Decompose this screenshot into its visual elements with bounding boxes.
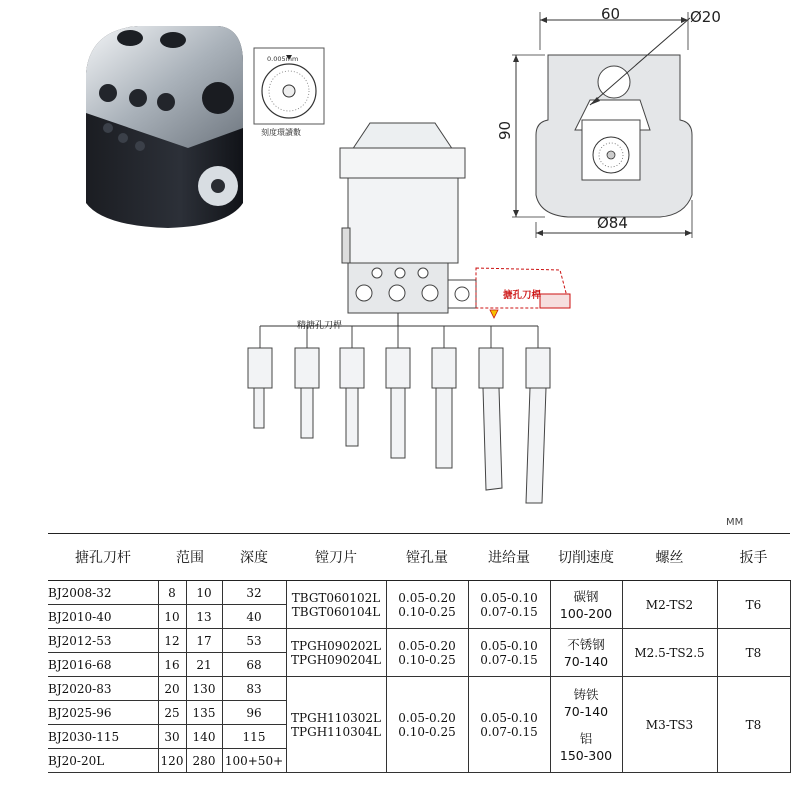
speed-value: 70-140 <box>563 653 609 669</box>
boring-value: 0.10-0.25 <box>398 604 456 619</box>
insert-group-3 <box>286 677 386 773</box>
side-schematic-drawing <box>240 118 580 508</box>
depth: 68 <box>222 653 286 677</box>
speed-material: 碳钢 <box>573 588 599 604</box>
col-header-speed: 切削速度 <box>550 534 622 581</box>
range-max: 21 <box>186 653 222 677</box>
col-header-range: 范围 <box>158 534 222 581</box>
boring-bar-tag: 搪孔刀桿 <box>503 290 542 301</box>
bar-model: BJ20-20L <box>48 749 158 773</box>
depth: 32 <box>222 581 286 605</box>
screw-group-1: M2-TS2 <box>622 581 717 629</box>
feed-group-3 <box>468 677 550 773</box>
depth: 40 <box>222 605 286 629</box>
range-min: 8 <box>158 581 186 605</box>
speed-material: 铸铁 <box>573 686 599 702</box>
insert-group-2 <box>286 629 386 677</box>
range-min: 25 <box>158 701 186 725</box>
table-row <box>48 581 790 605</box>
depth: 96 <box>222 701 286 725</box>
speed-material: 铝 <box>579 730 593 746</box>
bar-model: BJ2030-115 <box>48 725 158 749</box>
range-min: 10 <box>158 605 186 629</box>
speed-group-2 <box>550 629 622 677</box>
col-header-boring: 镗孔量 <box>386 534 468 581</box>
feed-value: 0.05-0.10 <box>480 710 538 725</box>
col-header-wrench: 扳手 <box>717 534 790 581</box>
feed-value: 0.07-0.15 <box>480 724 538 739</box>
feed-group-1 <box>468 581 550 629</box>
boring-head-photo <box>78 18 253 230</box>
bar-model: BJ2012-53 <box>48 629 158 653</box>
col-header-depth: 深度 <box>222 534 286 581</box>
insert-model: TBGT060102L <box>291 590 381 605</box>
table-header-row <box>48 534 790 581</box>
depth: 100+50+ <box>222 749 286 773</box>
insert-model: TPGH090202L <box>291 638 381 653</box>
speed-value: 150-300 <box>559 747 613 763</box>
bar-model: BJ2025-96 <box>48 701 158 725</box>
col-header-bar: 搪孔刀杆 <box>48 534 158 581</box>
range-min: 30 <box>158 725 186 749</box>
range-max: 10 <box>186 581 222 605</box>
insert-group-1 <box>286 581 386 629</box>
wrench-group-2: T8 <box>717 629 790 677</box>
range-max: 17 <box>186 629 222 653</box>
col-header-insert: 镗刀片 <box>286 534 386 581</box>
screw-group-2: M2.5-TS2.5 <box>622 629 717 677</box>
table-row <box>48 677 790 701</box>
bar-model: BJ2010-40 <box>48 605 158 629</box>
dial-caption: 刻度環讀數 <box>261 128 301 137</box>
depth: 83 <box>222 677 286 701</box>
feed-value: 0.07-0.15 <box>480 652 538 667</box>
boring-value: 0.10-0.25 <box>398 652 456 667</box>
dim-width-label: 60 <box>601 5 621 23</box>
wrench-group-3: T8 <box>717 677 790 773</box>
speed-group-1 <box>550 581 622 629</box>
range-max: 140 <box>186 725 222 749</box>
range-max: 280 <box>186 749 222 773</box>
boring-group-2 <box>386 629 468 677</box>
speed-value: 100-200 <box>559 605 613 621</box>
bar-model: BJ2016-68 <box>48 653 158 677</box>
feed-value: 0.07-0.15 <box>480 604 538 619</box>
table-row <box>48 629 790 653</box>
speed-material: 不锈钢 <box>567 636 605 652</box>
insert-model: TPGH090204L <box>291 652 381 667</box>
wrench-group-1: T6 <box>717 581 790 629</box>
col-header-screw: 螺丝 <box>622 534 717 581</box>
insert-model: TPGH110302L <box>291 710 381 725</box>
boring-value: 0.05-0.20 <box>398 638 456 653</box>
dim-diameter-label: Ø84 <box>597 214 628 232</box>
range-max: 13 <box>186 605 222 629</box>
unit-label: MM <box>726 517 744 528</box>
depth: 115 <box>222 725 286 749</box>
fine-boring-bar-tag: 精搪孔刀桿 <box>297 321 343 331</box>
boring-group-1 <box>386 581 468 629</box>
screw-group-3: M3-TS3 <box>622 677 717 773</box>
insert-model: TPGH110304L <box>291 724 381 739</box>
range-min: 16 <box>158 653 186 677</box>
bar-model: BJ2020-83 <box>48 677 158 701</box>
spec-table <box>48 533 791 773</box>
depth: 53 <box>222 629 286 653</box>
col-header-feed: 进给量 <box>468 534 550 581</box>
range-min: 120 <box>158 749 186 773</box>
dim-height-label: 90 <box>496 120 514 140</box>
insert-model: TBGT060104L <box>291 604 381 619</box>
range-max: 130 <box>186 677 222 701</box>
speed-value: 70-140 <box>563 703 609 719</box>
dial-scale-text: 0.005mm <box>267 55 299 63</box>
boring-value: 0.10-0.25 <box>398 724 456 739</box>
feed-value: 0.05-0.10 <box>480 590 538 605</box>
boring-value: 0.05-0.20 <box>398 710 456 725</box>
bar-model: BJ2008-32 <box>48 581 158 605</box>
range-min: 12 <box>158 629 186 653</box>
dim-hole-label: Ø20 <box>690 8 721 26</box>
feed-group-2 <box>468 629 550 677</box>
boring-group-3 <box>386 677 468 773</box>
range-max: 135 <box>186 701 222 725</box>
speed-group-3 <box>550 677 622 773</box>
boring-value: 0.05-0.20 <box>398 590 456 605</box>
range-min: 20 <box>158 677 186 701</box>
feed-value: 0.05-0.10 <box>480 638 538 653</box>
